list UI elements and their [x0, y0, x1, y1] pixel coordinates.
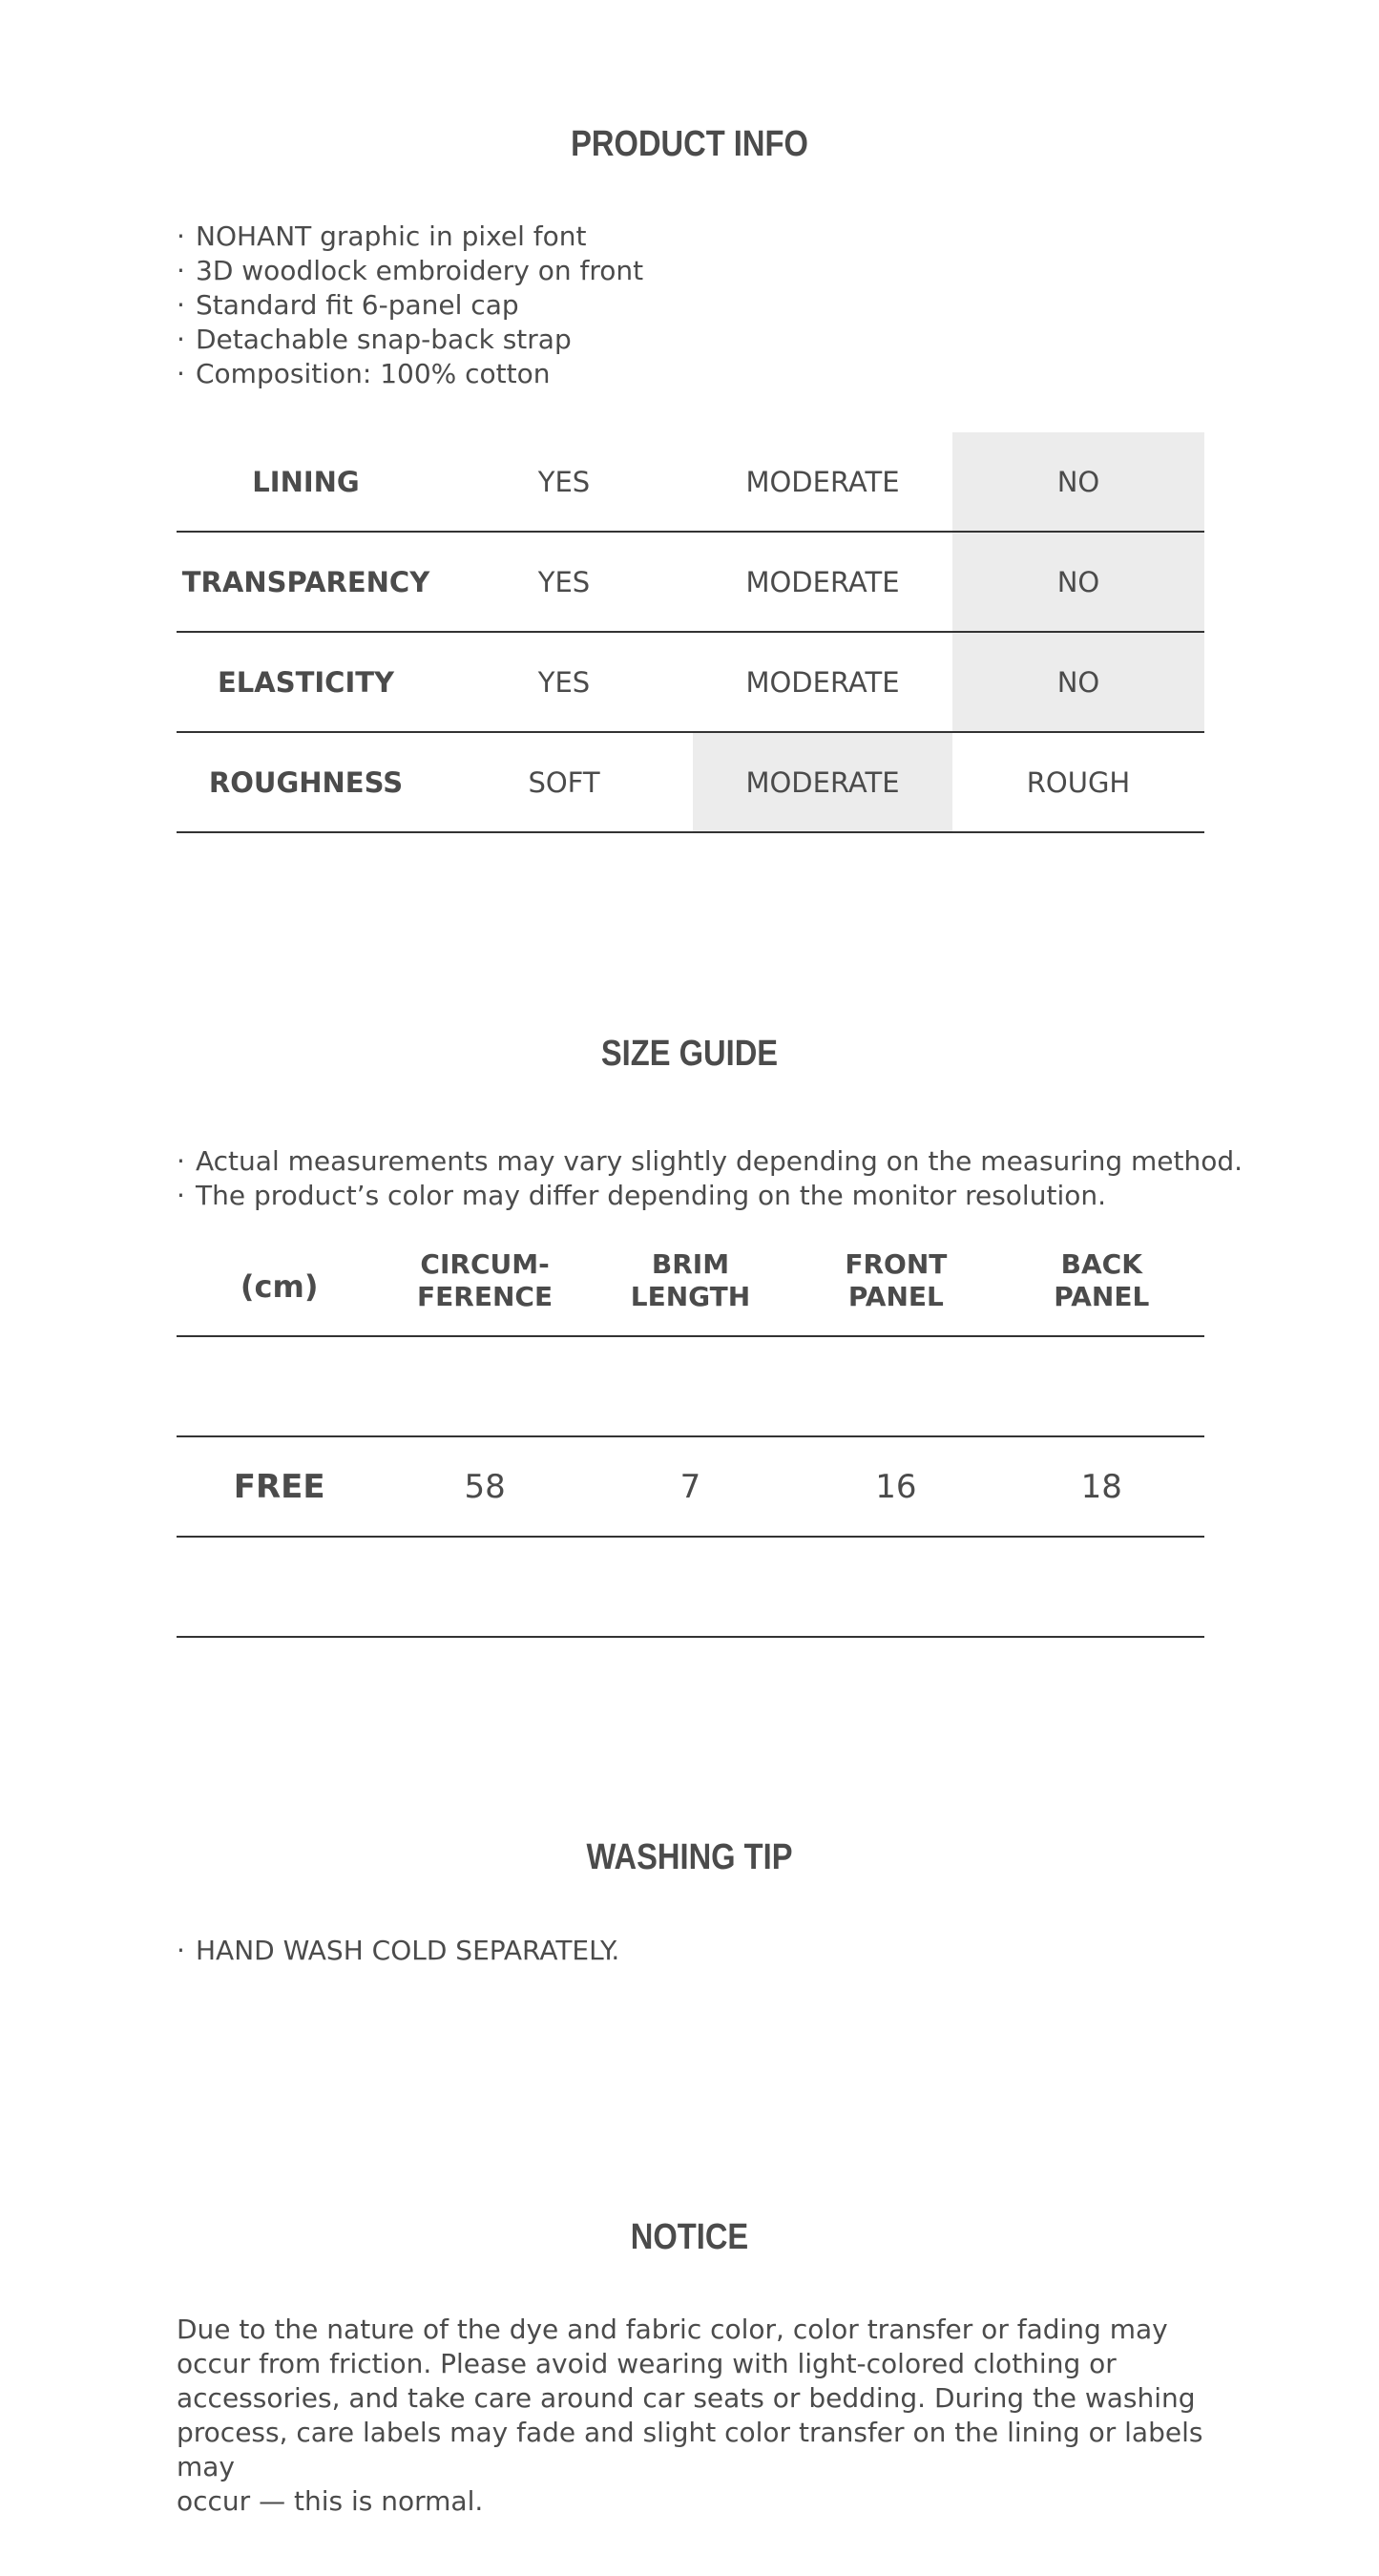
fabric-properties-table	[177, 432, 1204, 833]
size-table-row-empty	[177, 1538, 1204, 1638]
property-label: ELASTICITY	[217, 665, 395, 699]
size-cell	[999, 1337, 1204, 1435]
size-column-header: BRIM LENGTH	[630, 1248, 751, 1312]
size-value-front-panel: 16	[875, 1467, 917, 1506]
size-column-header-unit: (cm)	[240, 1267, 319, 1305]
size-value-back-panel: 18	[1080, 1467, 1122, 1506]
size-table-row-free	[177, 1437, 1204, 1538]
size-guide-note: · The product’s color may differ depending on the monitor resolution.	[177, 1180, 1106, 1211]
washing-tip-item: · HAND WASH COLD SEPARATELY.	[177, 1935, 620, 1966]
size-cell	[588, 1337, 793, 1435]
product-info-bullet: · Composition: 100% cotton	[177, 358, 551, 389]
notice-title: NOTICE	[630, 2217, 749, 2257]
size-table	[177, 1237, 1204, 1638]
property-row-elasticity	[177, 633, 1204, 733]
notice-line: process, care labels may fade and slight color transfer on the lining or labels may	[177, 2417, 1203, 2482]
product-info-bullet: · NOHANT graphic in pixel font	[177, 220, 587, 252]
size-table-row-empty	[177, 1337, 1204, 1437]
property-option: YES	[537, 465, 591, 498]
property-option: YES	[537, 665, 591, 699]
property-option: ROUGH	[1026, 765, 1131, 799]
size-guide-notes	[177, 1144, 1243, 1213]
size-guide-note: · Actual measurements may vary slightly depending on the measuring method.	[177, 1145, 1243, 1177]
product-info-title: PRODUCT INFO	[571, 124, 808, 164]
size-cell	[999, 1538, 1204, 1636]
size-cell	[793, 1538, 998, 1636]
property-row-transparency	[177, 533, 1204, 633]
notice-line: occur — this is normal.	[177, 2485, 484, 2517]
product-info-bullets	[177, 220, 1226, 391]
property-option: MODERATE	[693, 733, 952, 831]
washing-tip-list	[177, 1934, 1226, 1968]
washing-tip-title: WASHING TIP	[586, 1837, 793, 1877]
property-option: MODERATE	[745, 465, 900, 498]
size-column-header: FRONT PANEL	[845, 1248, 948, 1312]
product-info-bullet: · 3D woodlock embroidery on front	[177, 255, 644, 286]
product-info-bullet: · Detachable snap-back strap	[177, 324, 572, 355]
notice-text	[177, 2313, 1207, 2519]
property-option: MODERATE	[745, 565, 900, 598]
size-cell	[177, 1538, 382, 1636]
notice-line: occur from friction. Please avoid wearing with light-colored clothing or	[177, 2348, 1117, 2379]
property-option: SOFT	[528, 765, 600, 799]
property-row-lining	[177, 432, 1204, 533]
property-row-roughness	[177, 733, 1204, 833]
notice-line: Due to the nature of the dye and fabric color, color transfer or fading may	[177, 2314, 1168, 2345]
size-column-header: BACK PANEL	[1054, 1248, 1150, 1312]
property-option: MODERATE	[745, 665, 900, 699]
property-option: YES	[537, 565, 591, 598]
product-info-bullet: · Standard fit 6-panel cap	[177, 289, 519, 321]
property-label: LINING	[252, 465, 360, 498]
property-label: TRANSPARENCY	[181, 565, 430, 598]
size-cell	[588, 1538, 793, 1636]
property-option: NO	[952, 633, 1204, 731]
property-option: NO	[952, 432, 1204, 531]
property-option: NO	[952, 533, 1204, 631]
size-cell	[793, 1337, 998, 1435]
size-column-header: CIRCUM- FERENCE	[417, 1248, 554, 1312]
size-guide-title: SIZE GUIDE	[600, 1034, 779, 1074]
size-table-header	[177, 1237, 1204, 1337]
notice-line: accessories, and take care around car seats or bedding. During the washing	[177, 2382, 1196, 2414]
size-value-circumference: 58	[464, 1467, 506, 1506]
size-cell	[177, 1337, 382, 1435]
property-label: ROUGHNESS	[208, 765, 404, 799]
size-value-brim-length: 7	[679, 1467, 701, 1506]
size-cell	[382, 1337, 587, 1435]
size-label: FREE	[233, 1467, 325, 1506]
size-cell	[382, 1538, 587, 1636]
